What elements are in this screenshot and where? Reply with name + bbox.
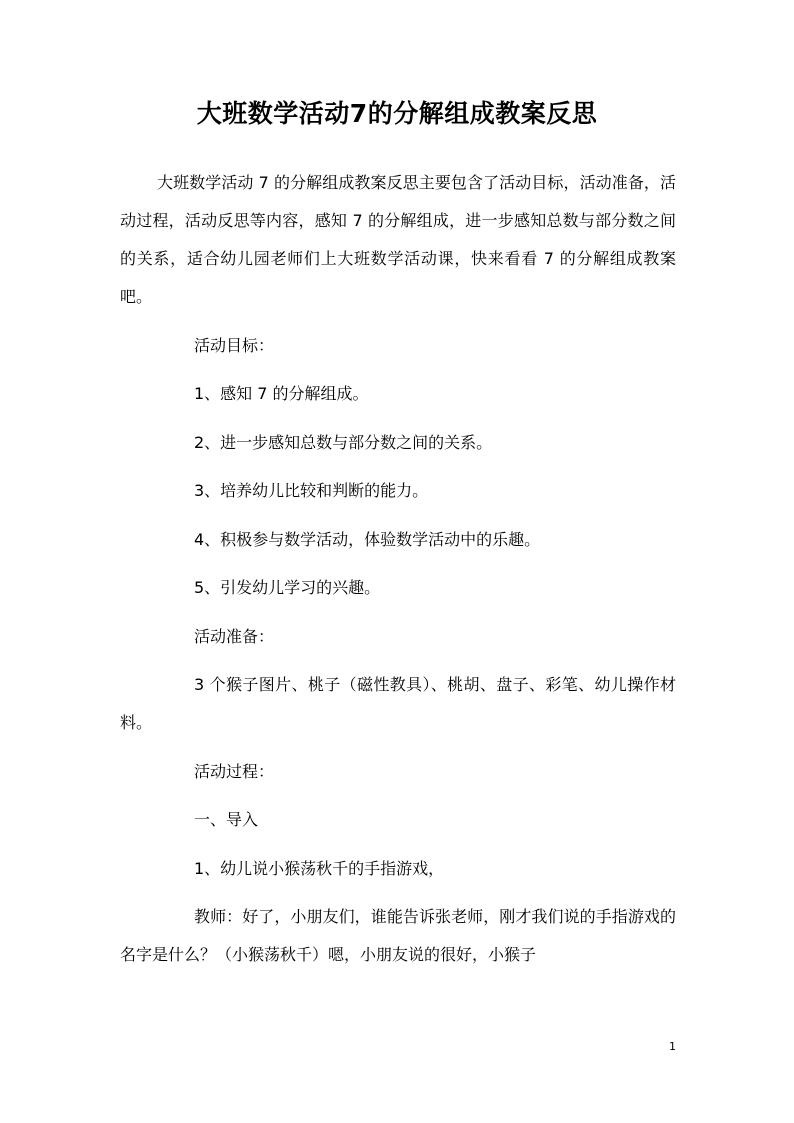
document-body [120,164,676,985]
goal-item: 3、培养幼儿比较和判断的能力。 [194,481,429,500]
intro-paragraph: 大班数学活动 7 的分解组成教案反思主要包含了活动目标，活动准备，活动过程，活动反思等内容，感知 7 的分解组成，进一步感知总数与部分数之间的关系，适合幼儿园老师们上大班数学活动课，快来看看 7 的分解组成教案吧。 [120,173,676,306]
document-title: 大班数学活动7的分解组成教案反思 [196,99,598,128]
goals-heading: 活动目标： [194,335,275,355]
process-heading: 活动过程： [194,761,275,781]
goal-item: 1、感知 7 的分解组成。 [194,384,369,403]
prep-heading: 活动准备： [194,626,275,646]
goal-item: 5、引发幼儿学习的兴趣。 [194,578,381,597]
step-item: 1、幼儿说小猴荡秋千的手指游戏， [194,858,445,878]
prep-paragraph: 3 个猴子图片、桃子（磁性教具）、桃胡、盘子、彩笔、幼儿操作材料。 [120,675,676,732]
teacher-paragraph: 教师：好了，小朋友们，谁能告诉张老师，刚才我们说的手指游戏的名字是什么？（小猴荡秋千）嗯，小朋友说的很好，小猴子 [120,907,676,964]
goal-item: 2、进一步感知总数与部分数之间的关系。 [194,432,493,452]
page-number: 1 [669,1040,676,1053]
goal-item: 4、积极参与数学活动，体验数学活动中的乐趣。 [194,529,541,549]
section-heading: 一、导入 [194,810,259,829]
